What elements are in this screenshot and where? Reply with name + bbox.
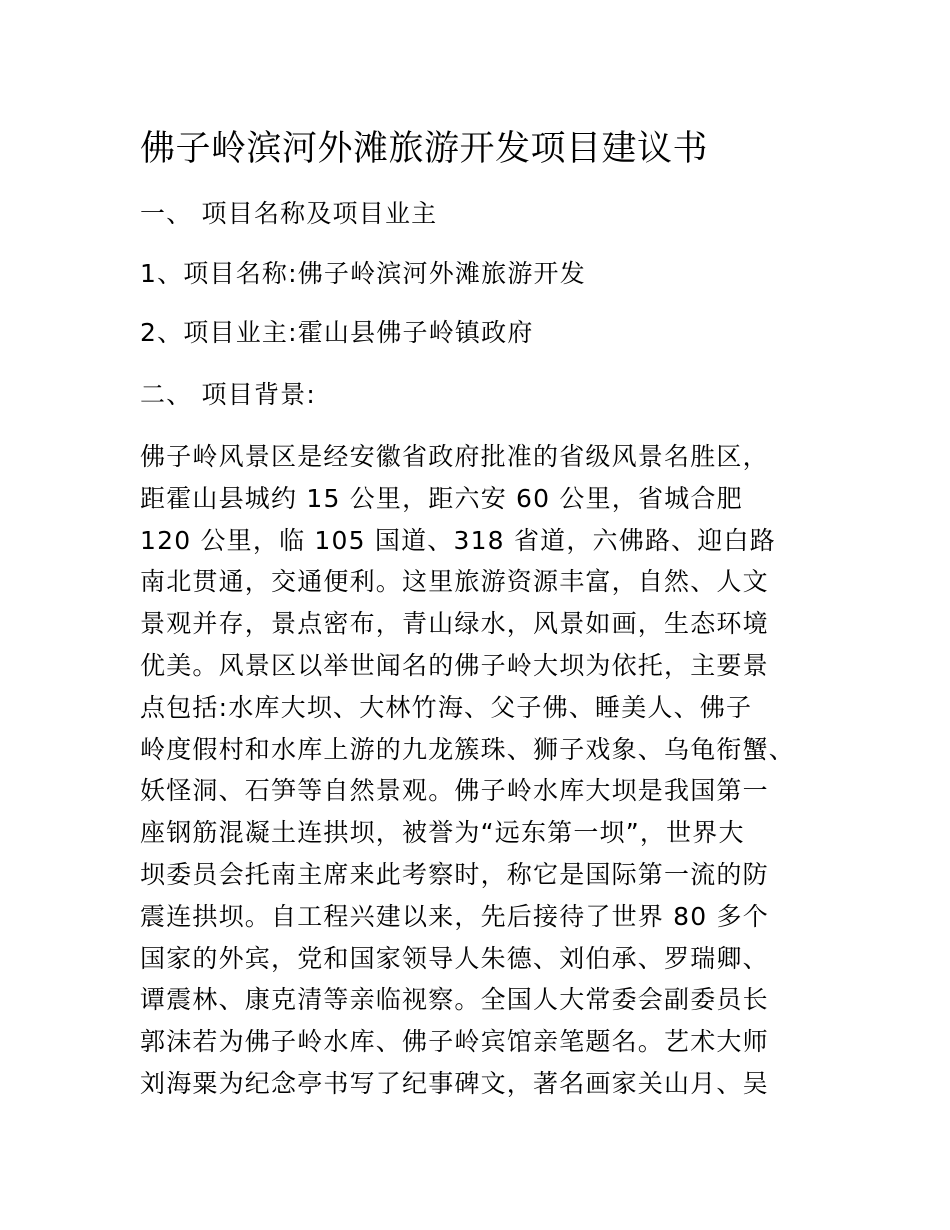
paragraph-line: 120 公里，临 105 国道、318 省道，六佛路、迎白路 <box>140 525 776 555</box>
document-title: 佛子岭滨河外滩旅游开发项目建议书 <box>140 129 709 169</box>
paragraph-line: 妖怪洞、石笋等自然景观。佛子岭水库大坝是我国第一 <box>140 776 769 806</box>
paragraph-line: 震连拱坝。自工程兴建以来，先后接待了世界 80 多个 <box>140 901 769 931</box>
paragraph-line: 优美。风景区以举世闻名的佛子岭大坝为依托，主要景 <box>140 650 769 680</box>
paragraph-line: 刘海粟为纪念亭书写了纪事碑文，著名画家关山月、吴 <box>140 1068 769 1098</box>
section-heading-project-name-owner: 一、 项目名称及项目业主 <box>140 199 438 228</box>
paragraph-line: 点包括:水库大坝、大林竹海、父子佛、睡美人、佛子 <box>140 692 753 722</box>
paragraph-line: 国家的外宾，党和国家领导人朱德、刘伯承、罗瑞卿、 <box>140 943 769 973</box>
paragraph-line: 南北贯通，交通便利。这里旅游资源丰富，自然、人文 <box>140 567 769 597</box>
background-paragraph <box>140 436 830 1105</box>
section-heading-project-background: 二、 项目背景: <box>140 380 316 409</box>
paragraph-line: 郭沫若为佛子岭水库、佛子岭宾馆亲笔题名。艺术大师 <box>140 1027 769 1057</box>
item-project-name: 1、项目名称:佛子岭滨河外滩旅游开发 <box>140 259 586 288</box>
paragraph-line: 谭震林、康克清等亲临视察。全国人大常委会副委员长 <box>140 985 769 1015</box>
paragraph-line: 景观并存，景点密布，青山绿水，风景如画，生态环境 <box>140 609 769 639</box>
paragraph-line: 坝委员会托南主席来此考察时，称它是国际第一流的防 <box>140 859 769 889</box>
paragraph-line: 座钢筋混凝土连拱坝，被誉为“远东第一坝”，世界大 <box>140 818 745 848</box>
paragraph-line: 佛子岭风景区是经安徽省政府批准的省级风景名胜区， <box>140 442 769 471</box>
item-project-owner: 2、项目业主:霍山县佛子岭镇政府 <box>140 318 534 347</box>
paragraph-line: 距霍山县城约 15 公里，距六安 60 公里，省城合肥 <box>140 483 743 513</box>
paragraph-line: 岭度假村和水库上游的九龙簇珠、狮子戏象、乌龟衔蟹、 <box>140 734 796 764</box>
